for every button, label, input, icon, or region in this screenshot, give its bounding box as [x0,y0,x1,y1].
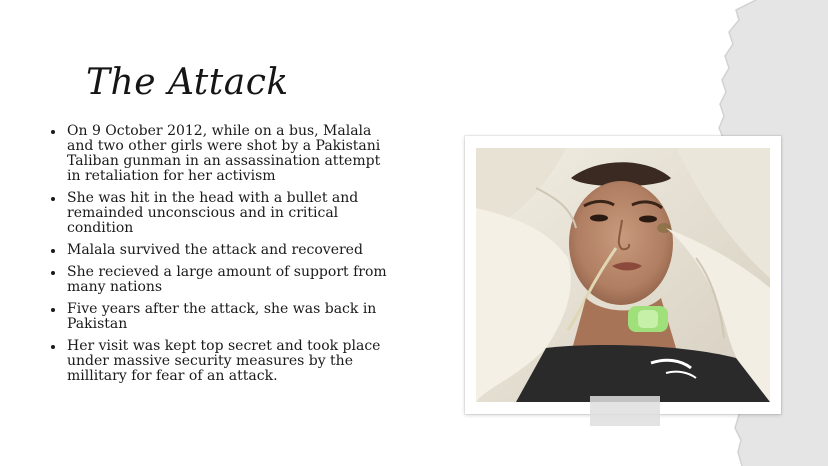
bullet-item [48,302,398,332]
photo-frame [465,136,781,414]
bullet-text: On 9 October 2012, while on a bus, Malala and two other girls were shot by a Pakistani Taliban gunman in an assassination attempt in retaliation for her activism [67,123,381,184]
bullet-text: She recieved a large amount of support from many nations [67,264,387,295]
tape-strip [590,396,660,426]
bullet-item [48,339,398,384]
bullet-dot-icon [51,345,55,349]
bullet-text: Five years after the attack, she was back in Pakistan [67,301,377,332]
bullet-dot-icon [51,249,55,253]
bullet-item [48,265,398,295]
bullet-text: She was hit in the head with a bullet and remainded unconscious and in critical condition [67,190,359,236]
bullet-item [48,243,398,258]
bullet-dot-icon [51,197,55,201]
bullet-dot-icon [51,271,55,275]
bullet-list [48,124,398,391]
photo-illustration [476,148,770,402]
bullet-item [48,191,398,236]
bullet-dot-icon [51,130,55,134]
bullet-dot-icon [51,308,55,312]
hospital-photo [476,148,770,402]
bullet-text: Malala survived the attack and recovered [67,242,363,258]
slide-title: The Attack [86,62,289,103]
bullet-text: Her visit was kept top secret and took place under massive security measures by the millitary for fear of an attack. [67,338,381,384]
bullet-item [48,124,398,184]
